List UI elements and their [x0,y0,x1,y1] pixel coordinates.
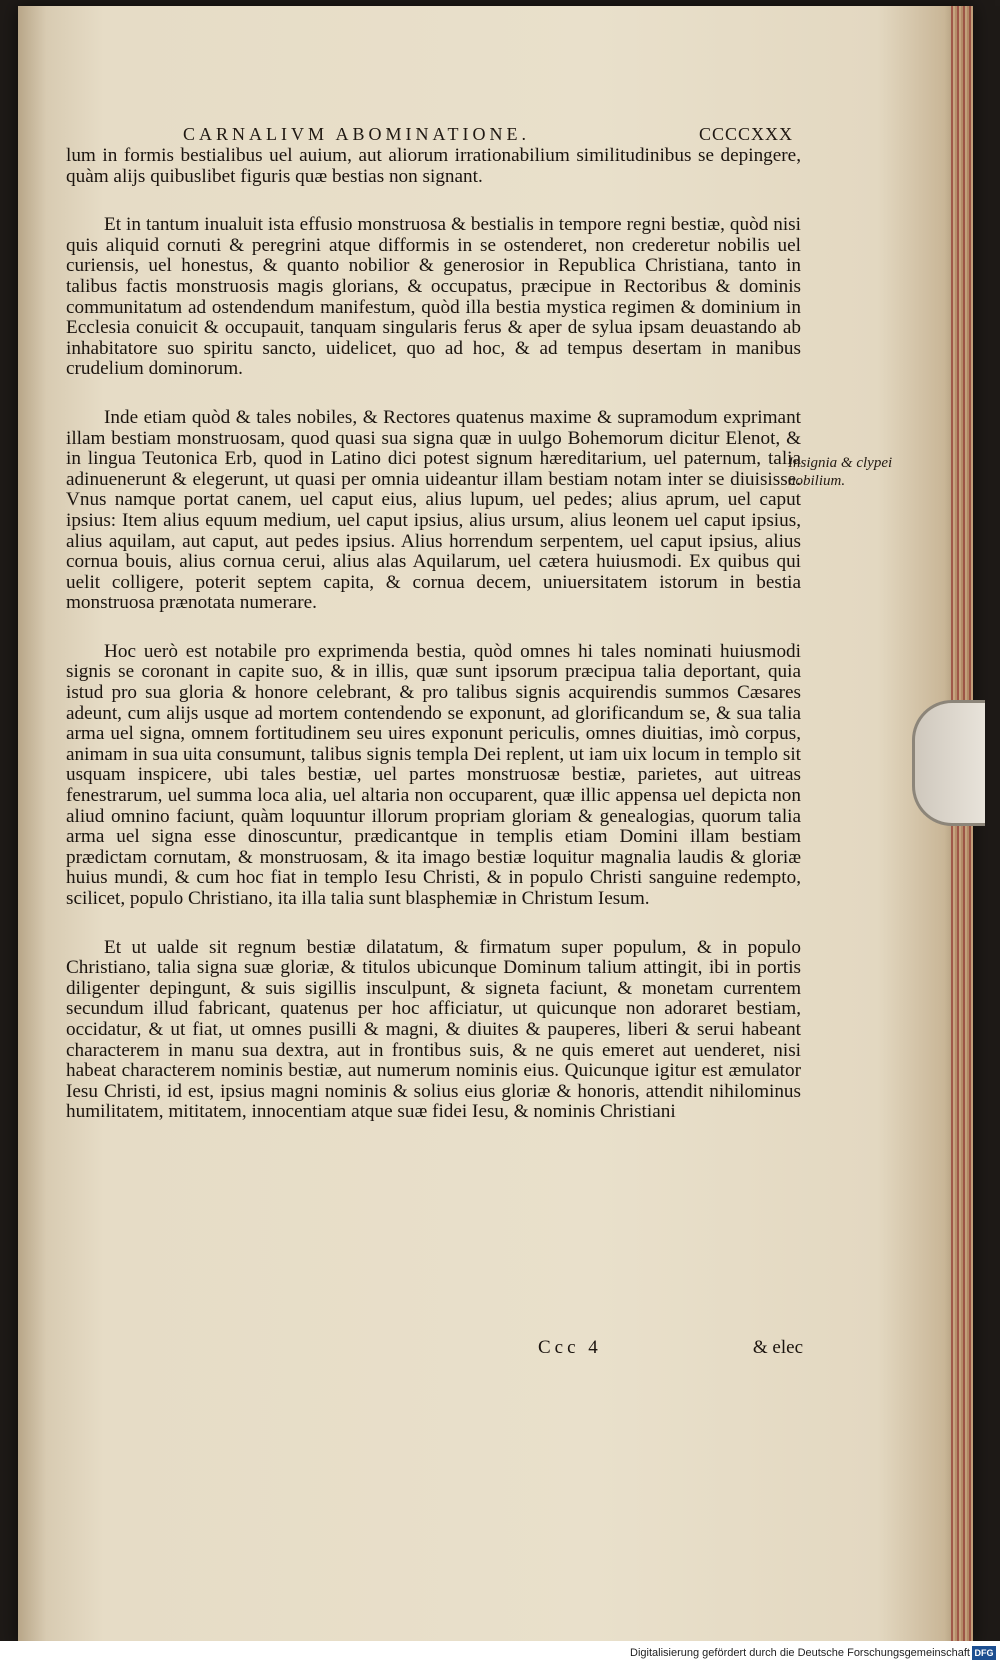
signature-mark: Ccc 4 [538,1337,602,1358]
digitization-credit: Digitalisierung gefördert durch die Deutsche Forschungsgemeinschaft [630,1647,970,1659]
running-title: CARNALIVM ABOMINATIONE. [183,124,530,144]
footer-bar [0,1641,1000,1663]
catchword: & elec [752,1337,803,1358]
dfg-logo-icon: DFG [972,1646,996,1660]
paragraph-5: Et ut ualde sit regnum bestiæ dilatatum, & firmatum super populum, & in populo Christiano, talia signa suæ gloriæ, & titulos ubicunque Dominum talium attingit, ibi in portis diligenter depingunt, & suis sigillis insculpunt, & signeta faciunt, & monetam currentem secundum illud fabricant, quatenus per hoc afficiatur, ut quicunque non adoraret bestiam, occidatur, & ut fiat, ut omnes pusilli & magni, & diuites & pauperes, liberi & serui habeant characterem in manu sua dextra, aut in frontibus suis, & ne quis emeret aut uenderet, nisi habeat characterem nominis bestiæ, aut numerum nominis eius. Quicunque igitur est æmulator Iesu Christi, id est, ipsius magni nominis & solius eius gloriæ & honoris, attendit nihilominus humilitatem, mititatem, innocentiam atque suæ fidei Iesu, & nominis Christiani [66,936,801,1123]
margin-note: Insignia & clypei nobilium. [788,455,893,489]
book-page [18,6,973,1646]
paragraph-2: Et in tantum inualuit ista effusio monstruosa & bestialis in tempore regni bestiæ, quòd nisi quis aliquid cornuti & peregrini atque difformis in se ostenderet, non crederetur nobilis uel curiensis, uel honestus, & quanto nobilior & generosior in Republica Christiana, tanto in talibus factis monstruosis magis glorians, & occupatus, præcipue in Rectoribus & dominis communitatum ad ostendendum manifestum, quòd illa bestia mystica regimen & dominium in Ecclesia conuicit & occupauit, tanquam singularis ferus & aper de sylua ipsam deuastando ab inhabitatore suo spiritu sancto, uidelicet, quo ad hoc, & ad tempus desertam in manibus crudelium dominorum. [66,214,801,380]
page-edges [951,6,973,1646]
running-header [183,124,793,145]
signature-line [538,1337,803,1359]
paragraph-4: Hoc uerò est notabile pro exprimenda bestia, quòd omnes hi tales nominati huiusmodi signis se coronant in capite suo, & in illis, quæ sunt ipsorum præcipua talia deportant, quia istud pro sua gloria & honore celebrant, & pro talibus signis acquirendis summos Cæsares adeunt, cum alijs usque ad mortem contendendo se exponunt, ad glorificandum se, & sua talia arma uel signa, omnem fortitudinem seu uires exponunt periculis, omnes diuitias, imò corpus, animam in sua uita consumunt, talibus signis templa Dei replent, ut iam uix locum in templo sit usquam inspicere, ubi tales bestiæ, uel partes monstruosæ bestiæ, parietes, aut uitreas fenestrarum, uel summa loca alia, uel altaria non occuparent, quæ illic appensa uel depicta non aliud omnino faciunt, quàm loquuntur illorum propriam gloriam & genealogias, quorum talia arma uel signa esse dinoscuntur, prædicantque in templis etiam Domini illam bestiam prædictam cornutam, & monstruosam, & ita imago bestiæ loquitur magnalia laudis & gloriæ huius mundi, & cum hoc fiat in templo Iesu Christi, & in populo Christi sanguine redempto, scilicet, populo Christiano, ita illa talia sunt blasphemiæ in Christum Iesum. [66,640,801,909]
body-text [66,146,801,1151]
folio-number: CCCCXXX [698,124,793,144]
paragraph-3: Inde etiam quòd & tales nobiles, & Rectores quatenus maxime & supramodum exprimant illam bestiam monstruosam, quod quasi sua signa quæ in uulgo Bohemorum dicitur Elenot, & in lingua Teutonica Erb, quod in Latino dici potest signum hæreditarium, uel paternum, talia adinuenerunt & elegerunt, ut quasi per omnia uideantur illam bestiam notam inter se diuisisse. Vnus namque portat canem, uel caput eius, alius lupum, uel pedes; alius aprum, uel caput ipsius: Item alius equum medium, uel caput ipsius, alius ursum, alius leonem uel caput ipsius, alius aquilam, aut caput, aut pedes ipsius. Alius horrendum serpentem, uel caput ipsius, alius cornua bouis, alius cornua cerui, alius alas Aquilarum, uel cætera huiusmodi. Ex quibus qui uelit colligere, poterit septem capita, & cornua decem, uniuersitatem istorum in bestia monstruosa prænotata numerare. [66,406,801,614]
book-clasp [912,700,985,826]
paragraph-1: lum in formis bestialibus uel auium, aut aliorum irrationabilium similitudinibus se depingere, quàm alijs quibuslibet figuris quæ bestias non signant. [66,145,801,187]
